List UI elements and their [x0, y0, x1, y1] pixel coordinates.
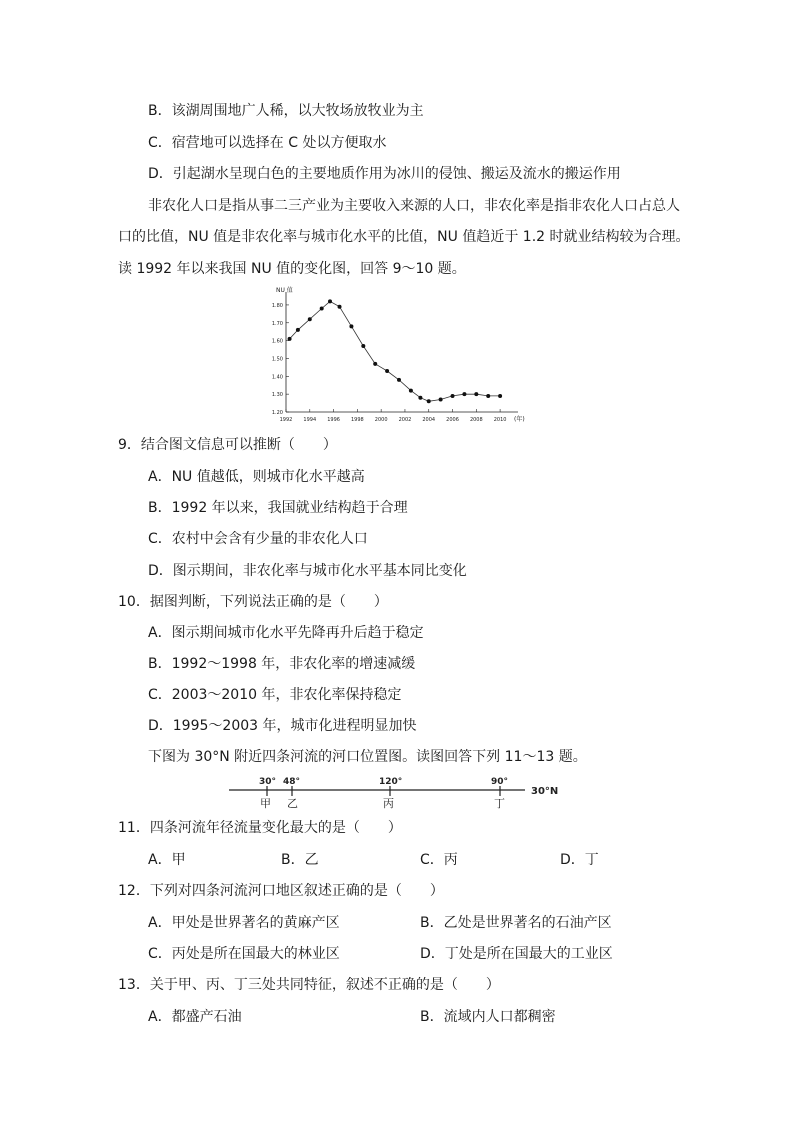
nu-data-point	[451, 394, 455, 398]
q12-option-d: D．丁处是所在国最大的工业区	[420, 946, 613, 962]
chart-y-tick-label: 1.60	[271, 338, 283, 345]
intro-line-3: 读 1992 年以来我国 NU 值的变化图，回答 9～10 题。	[118, 261, 466, 277]
q13-option-b: B．流域内人口都稠密	[420, 1009, 556, 1025]
chart-x-tick-label: 2006	[446, 417, 459, 423]
nu-data-point	[427, 399, 431, 403]
nu-data-point	[308, 317, 312, 321]
nu-data-point	[418, 396, 422, 400]
river-mark-yi	[283, 777, 300, 810]
nu-data-point	[498, 394, 502, 398]
river-mark-ding-name: 丁	[494, 797, 505, 810]
chart-x-tick-label: 2000	[374, 417, 388, 423]
nu-data-point	[486, 394, 490, 398]
chart-x-tick-label: 1992	[279, 417, 293, 423]
q10-option-b: B．1992～1998 年，非农化率的增速减缓	[148, 656, 416, 672]
river-mark-ding-deg: 90°	[491, 777, 509, 787]
river-mark-ding	[491, 777, 508, 810]
q11-option-c: C．丙	[420, 852, 458, 868]
q9-stem: 9．结合图文信息可以推断（ ）	[118, 437, 337, 453]
river-mark-jia-name: 甲	[260, 797, 271, 810]
q10-stem: 10．据图判断，下列说法正确的是（ ）	[118, 594, 388, 610]
nu-series-line	[290, 301, 501, 401]
q13-stem: 13．关于甲、丙、丁三处共同特征，叙述不正确的是（ ）	[118, 977, 500, 993]
q9-option-a: A．NU 值越低，则城市化水平越高	[148, 469, 365, 485]
chart-y-tick-label: 1.30	[271, 392, 283, 399]
river-mark-jia	[259, 777, 276, 810]
chart-y-tick-label: 1.50	[271, 356, 283, 363]
chart-xlabel: (年)	[514, 416, 525, 423]
nu-data-point	[385, 369, 389, 373]
river-mark-yi-name: 乙	[287, 797, 298, 810]
river-mouth-map	[225, 773, 570, 811]
nu-data-point	[296, 328, 300, 332]
q11-option-a: A．甲	[148, 852, 186, 868]
nu-data-point	[349, 324, 353, 328]
nu-data-point	[462, 392, 466, 396]
intro-line-2: 口的比值，NU 值是非农化率与城市化水平的比值，NU 值趋近于 1.2 时就业结构较为合理。	[118, 229, 690, 245]
chart-x-tick-label: 2008	[469, 417, 483, 423]
q9-option-d: D．图示期间，非农化率与城市化水平基本同比变化	[148, 563, 467, 579]
river-mark-jia-deg: 30°	[259, 777, 277, 787]
nu-data-point	[361, 344, 365, 348]
prev-option-d: D．引起湖水呈现白色的主要地质作用为冰川的侵蚀、搬运及流水的搬运作用	[148, 166, 621, 182]
latitude-label: 30°N	[531, 786, 559, 797]
chart-y-tick-label: 1.80	[271, 302, 283, 309]
chart-x-tick-label: 1998	[351, 417, 364, 423]
q9-option-b: B．1992 年以来，我国就业结构趋于合理	[148, 500, 408, 516]
q12-option-b: B．乙处是世界著名的石油产区	[420, 915, 612, 931]
q12-option-a: A．甲处是世界著名的黄麻产区	[148, 915, 340, 931]
chart-x-tick-label: 1994	[303, 417, 317, 423]
river-mark-bing-deg: 120°	[379, 777, 403, 787]
chart-y-tick-label: 1.40	[271, 374, 283, 381]
nu-data-point	[409, 389, 413, 393]
chart-x-tick-label: 1996	[327, 417, 340, 423]
river-mark-bing	[379, 777, 402, 810]
prev-option-c: C．宿营地可以选择在 C 处以方便取水	[148, 135, 387, 151]
q11-option-d: D．丁	[560, 852, 599, 868]
river-mark-bing-name: 丙	[383, 797, 394, 810]
nu-data-point	[373, 362, 377, 366]
chart-x-tick-label: 2010	[493, 417, 507, 423]
q9-option-c: C．农村中会含有少量的非农化人口	[148, 531, 368, 547]
chart-ylabel: NU 值	[276, 287, 293, 294]
q12-option-c: C．丙处是所在国最大的林业区	[148, 946, 340, 962]
chart-y-tick-label: 1.20	[271, 410, 283, 416]
q10-option-a: A．图示期间城市化水平先降再升后趋于稳定	[148, 625, 424, 641]
q13-option-a: A．都盛产石油	[148, 1009, 242, 1025]
q11-option-b: B．乙	[281, 852, 319, 868]
q10-option-c: C．2003～2010 年，非农化率保持稳定	[148, 687, 402, 703]
nu-data-point	[338, 305, 342, 309]
nu-data-point	[474, 392, 478, 396]
q11-stem: 11．四条河流年径流量变化最大的是（ ）	[118, 820, 402, 836]
chart-y-tick-label: 1.70	[271, 320, 283, 327]
q10-option-d: D．1995～2003 年，城市化进程明显加快	[148, 718, 417, 734]
intro-line-1: 非农化人口是指从事二三产业为主要收入来源的人口，非农化率是指非农化人口占总人	[148, 198, 680, 214]
nu-data-point	[320, 306, 324, 310]
nu-data-point	[397, 378, 401, 382]
intro2-line: 下图为 30°N 附近四条河流的河口位置图。读图回答下列 11～13 题。	[148, 749, 587, 765]
nu-data-point	[288, 337, 292, 341]
nu-value-chart	[262, 282, 532, 427]
nu-data-point	[439, 398, 443, 402]
chart-x-tick-label: 2002	[398, 417, 412, 423]
river-mark-yi-deg: 48°	[283, 777, 301, 787]
prev-option-b: B．该湖周围地广人稀，以大牧场放牧业为主	[148, 103, 424, 119]
chart-x-tick-label: 2004	[422, 417, 436, 423]
nu-data-point	[328, 299, 332, 303]
q12-stem: 12．下列对四条河流河口地区叙述正确的是（ ）	[118, 883, 444, 899]
